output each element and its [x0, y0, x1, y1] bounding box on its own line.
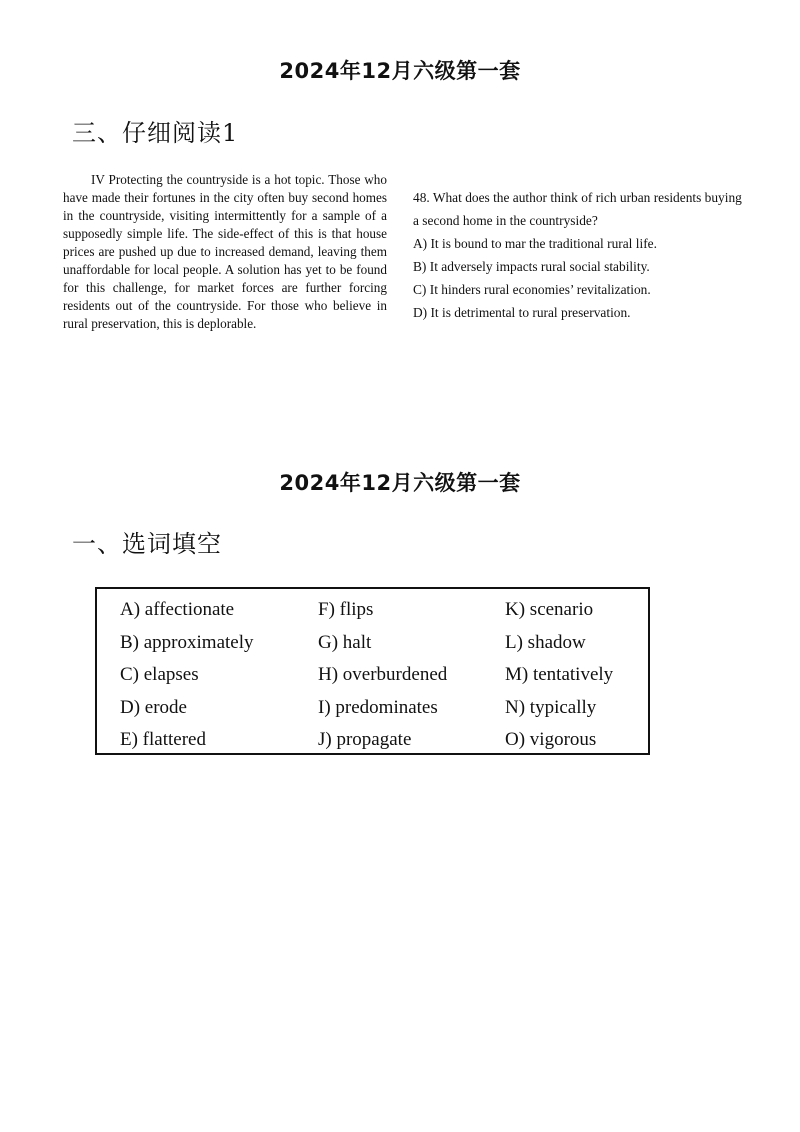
word-option-e: E) flattered: [120, 729, 206, 750]
reading-passage: [63, 171, 387, 333]
page-title: 2024年12月六级第一套: [279, 59, 521, 83]
word-option-c: C) elapses: [120, 664, 199, 685]
question-48: [413, 186, 743, 324]
option-a: A) It is bound to mar the traditional rural life.: [413, 236, 657, 251]
word-option-d: D) erode: [120, 696, 187, 718]
passage-text: IV Protecting the countryside is a hot topic. Those who have made their fortunes in the city often buy second homes in the countryside, visiting intermittently for a sample of a supposedly simple life. The side-effect of this is that house prices are pushed up due to increased demand, leaving them unaffordable for local people. A solution has yet to be found for this challenge, for market forces are further forcing residents out of the countryside. For those who believe in rural preservation, this is deplorable.: [63, 172, 387, 331]
option-c: C) It hinders rural economies’ revitalization.: [413, 282, 651, 297]
word-option-o: O) vigorous: [505, 729, 597, 750]
word-bank-column-2: [318, 594, 447, 757]
word-option-h: H) overburdened: [318, 664, 448, 685]
word-option-b: B) approximately: [120, 631, 254, 653]
section-heading-banked-cloze: 一、选词填空: [72, 530, 222, 558]
word-option-m: M) tentatively: [505, 664, 614, 685]
word-option-f: F) flips: [318, 599, 374, 620]
word-bank-column-1: [120, 594, 254, 757]
page-title-2: 2024年12月六级第一套: [279, 471, 521, 495]
word-option-l: L) shadow: [505, 631, 586, 653]
question-stem: 48. What does the author think of rich urban residents buying a second home in the countryside?: [413, 190, 742, 228]
word-bank-box: [95, 587, 650, 755]
word-option-i: I) predominates: [318, 696, 438, 718]
word-option-a: A) affectionate: [120, 599, 235, 620]
option-d: D) It is detrimental to rural preservation.: [413, 305, 631, 320]
word-option-n: N) typically: [505, 696, 597, 718]
word-option-j: J) propagate: [318, 729, 412, 750]
word-option-k: K) scenario: [505, 599, 594, 620]
word-option-g: G) halt: [318, 631, 372, 653]
word-bank-column-3: [505, 594, 613, 757]
section-heading-careful-reading: 三、仔细阅读1: [72, 119, 239, 147]
option-b: B) It adversely impacts rural social stability.: [413, 259, 650, 274]
